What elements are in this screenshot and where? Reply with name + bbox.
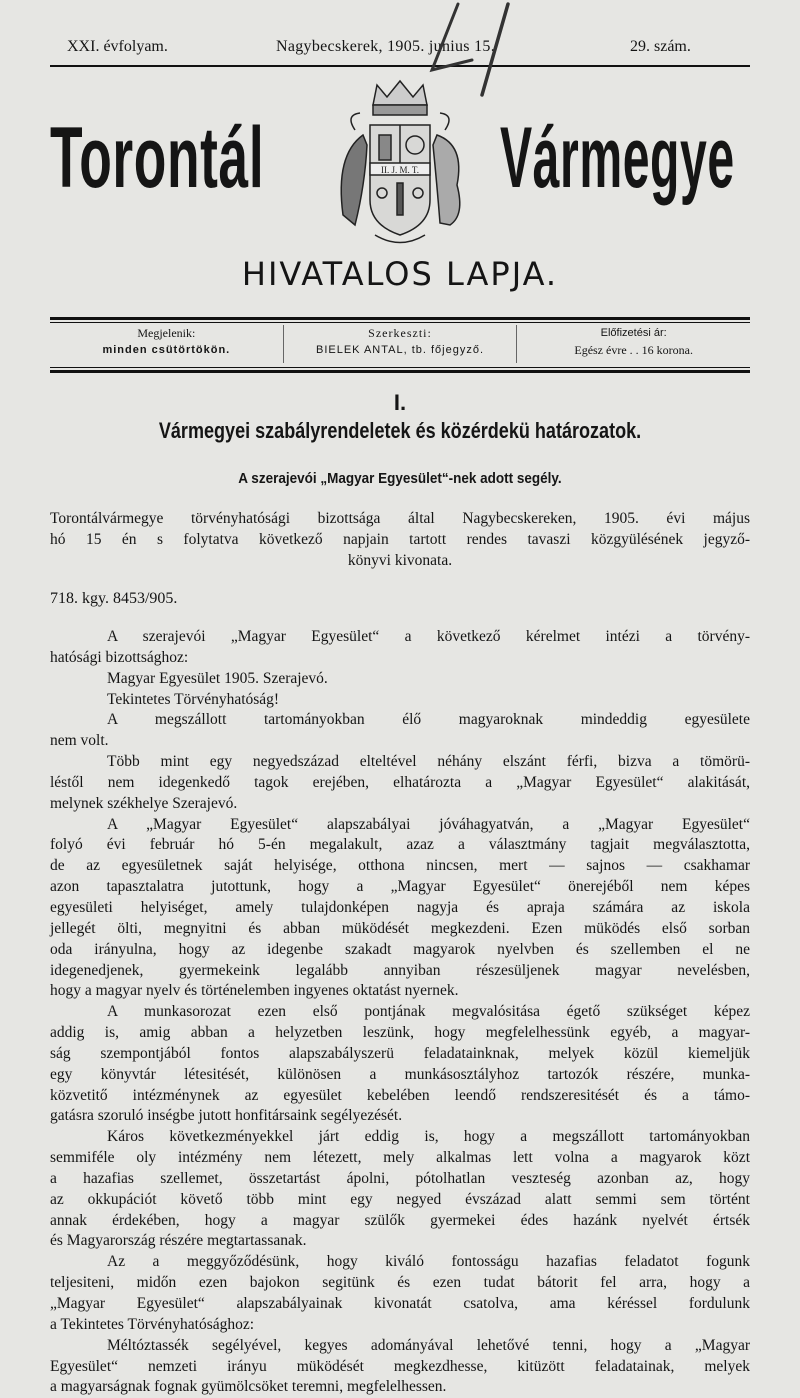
- text-line: hó 15 én s folytatva következő napjain tartott rendes tavaszi közgyülésének jegyző-: [50, 531, 750, 548]
- text-line: hogy a magyar nyelv és történelemben ingyenes oktatást nyernek.: [50, 982, 459, 1000]
- divider: [50, 367, 750, 368]
- text-line: léstől nem idegenkedő tagok erejében, elhatározta a „Magyar Egyesület“ alakitását,: [50, 773, 750, 791]
- text-line: az okkupációt követő több mint egy negyed évszázad alatt semmi sem történt: [50, 1190, 750, 1208]
- title-right: Vármegye: [500, 110, 735, 206]
- text-line: Magyar Egyesület 1905. Szerajevó.: [107, 669, 328, 687]
- text-line: „Magyar Egyesület“ alapszabályainak kivonatát csatolva, ama kéréssel fordulunk: [50, 1295, 750, 1312]
- text-line: a magyarságnak fognak gyümölcsöket teremni, megfelelhessen.: [50, 1378, 447, 1396]
- section-number: I.: [393, 390, 407, 415]
- price-value: Egész évre . . 16 korona.: [574, 343, 693, 357]
- paragraph: [50, 710, 750, 752]
- text-line: azon tapasztalatra jutottunk, hogy a „Magyar Egyesület“ önerejéből nem képes: [50, 878, 750, 896]
- text-line: idegenedjenek, gyermekeink legalább annyiban részesüljenek magyar nevelésben,: [50, 961, 750, 979]
- paragraph: [50, 690, 750, 711]
- text-line: könyvi kivonata.: [347, 552, 453, 569]
- editor-info: [284, 325, 518, 363]
- text-line: A szerajevói „Magyar Egyesület“ a következő kérelmet intézi a törvény-: [107, 628, 750, 645]
- text-line: annak érdekében, hogy a magyar szülők gyermekei édes hazánk nyelvét értsék: [50, 1211, 750, 1229]
- paragraph: [50, 1002, 750, 1127]
- text-line: Méltóztassék segélyével, kegyes adományával lehetővé tenni, hogy a „Magyar: [107, 1336, 750, 1354]
- text-line: egyesületi helyiséget, amely tulajdonképen nagyja és apraja számára az iskola: [50, 898, 750, 916]
- text-line: Tekintetes Törvényhatóság!: [107, 690, 280, 708]
- price-label: Előfizetési ár:: [600, 327, 667, 339]
- text-line: Káros következményekkel járt eddig is, hogy a megszállott tartományokban: [107, 1128, 750, 1146]
- paragraph: [50, 627, 750, 669]
- text-line: és Magyarország részére megtartassanak.: [50, 1232, 307, 1250]
- subtitle: HIVATALOS LAPJA.: [241, 255, 559, 293]
- text-line: közvetitő intézménynek az egyesület kebelében leendő rendszeresitését és a támo-: [50, 1086, 750, 1104]
- volume-label: XXI. évfolyam.: [67, 38, 168, 55]
- crest-text: II. J. M. T.: [381, 165, 419, 175]
- editor-label: Szerkeszti:: [368, 326, 432, 340]
- text-line: A megszállott tartományokban élő magyaroknak mindeddig egyesülete: [107, 711, 750, 729]
- published-value: minden csütörtökön.: [102, 344, 231, 356]
- text-line: egy könyvtár létesitését, különösen a munkásosztályhoz tartozók részére, munka-: [50, 1065, 750, 1083]
- coat-of-arms-icon: [315, 75, 485, 250]
- published-info: [50, 325, 284, 363]
- text-line: Az a meggyőződésünk, hogy kiváló fontosságu hazafias feladatot fogunk: [107, 1253, 750, 1271]
- info-box: [50, 325, 750, 363]
- paragraph: [50, 752, 750, 815]
- text-line: nem volt.: [50, 732, 109, 750]
- issue-number: 29. szám.: [630, 38, 691, 55]
- price-info: [517, 325, 750, 363]
- divider: [50, 370, 750, 373]
- divider: [50, 317, 750, 320]
- editor-value: BIELEK ANTAL, tb. főjegyző.: [315, 344, 485, 356]
- title-left: Torontál: [50, 110, 265, 206]
- text-line: Egyesület“ nemzeti irányu müködését megkezdhesse, kitüzött feladatainak, melyek: [50, 1357, 750, 1375]
- text-line: de az egyesületnek saját helyisége, otthona nincsen, mert — sajnos — csakhamar: [50, 857, 750, 875]
- published-label: Megjelenik:: [137, 326, 196, 340]
- paragraph: [50, 1252, 750, 1335]
- paragraph: [50, 1336, 750, 1398]
- text-line: A munkasorozat ezen első pontjának megvalósitása égető szükséget képez: [107, 1003, 750, 1021]
- text-line: folyó évi február hó 5-én megalakult, azaz a választmány tagjait megválasztotta,: [50, 836, 750, 854]
- text-line: a Tekintetes Törvényhatósághoz:: [50, 1315, 255, 1333]
- text-line: semmiféle oly intézmény nem létezett, mely alkalmas lett volna a magyarok közt: [50, 1149, 750, 1167]
- text-line: addig is, amig abban a helyzetben leszünk, hogy megfelelhessünk egyéb, a magyar-: [50, 1024, 750, 1042]
- text-line: teljesiteni, midőn ezen bajokon segitünk és ezen tudat bátorit fel arra, hogy a: [50, 1274, 750, 1292]
- text-line: melynek székhelye Szerajevó.: [50, 794, 238, 812]
- section-title: Vármegyei szabályrendeletek és közérdekü határozatok.: [158, 418, 642, 443]
- text-line: A „Magyar Egyesület“ alapszabályai jóváhagyatván, a „Magyar Egyesület“: [107, 815, 750, 833]
- intro-paragraph: [50, 508, 750, 571]
- article-body: [50, 627, 750, 1398]
- paragraph: [50, 669, 750, 690]
- text-line: Több mint egy negyedszázad elteltével néhány elszánt férfi, bizva a tömörü-: [107, 753, 750, 771]
- text-line: jellegét ölti, megnyitni és abban müködését megkezdeni. Ezen müködés első sorban: [50, 919, 750, 937]
- divider: [50, 65, 750, 67]
- paragraph: [50, 1127, 750, 1252]
- text-line: Torontálvármegye törvényhatósági bizottsága által Nagybecskereken, 1905. évi május: [50, 510, 750, 527]
- text-line: a hazafias szellemet, összetartást ápolni, pótolhatlan veszteség azonban az, hogy: [50, 1169, 750, 1187]
- text-line: hatósági bizottsághoz:: [50, 648, 189, 666]
- article-title: A szerajevói „Magyar Egyesület“-nek adott segély.: [238, 470, 562, 487]
- place-date: Nagybecskerek, 1905. junius 15.: [276, 38, 496, 55]
- text-line: gatásra szoruló inségbe jutott honfitársaink segélyezését.: [50, 1107, 403, 1125]
- reference-number: 718. kgy. 8453/905.: [50, 590, 178, 607]
- text-line: ság szempontjából fontos alapszabályszerü feladatainknak, melyek közül kiemeljük: [50, 1044, 750, 1062]
- paragraph: [50, 815, 750, 1003]
- divider: [50, 322, 750, 323]
- text-line: oda irányulna, hogy az idegenbe szakadt magyarok nyelvben és szellemben el ne: [50, 940, 750, 958]
